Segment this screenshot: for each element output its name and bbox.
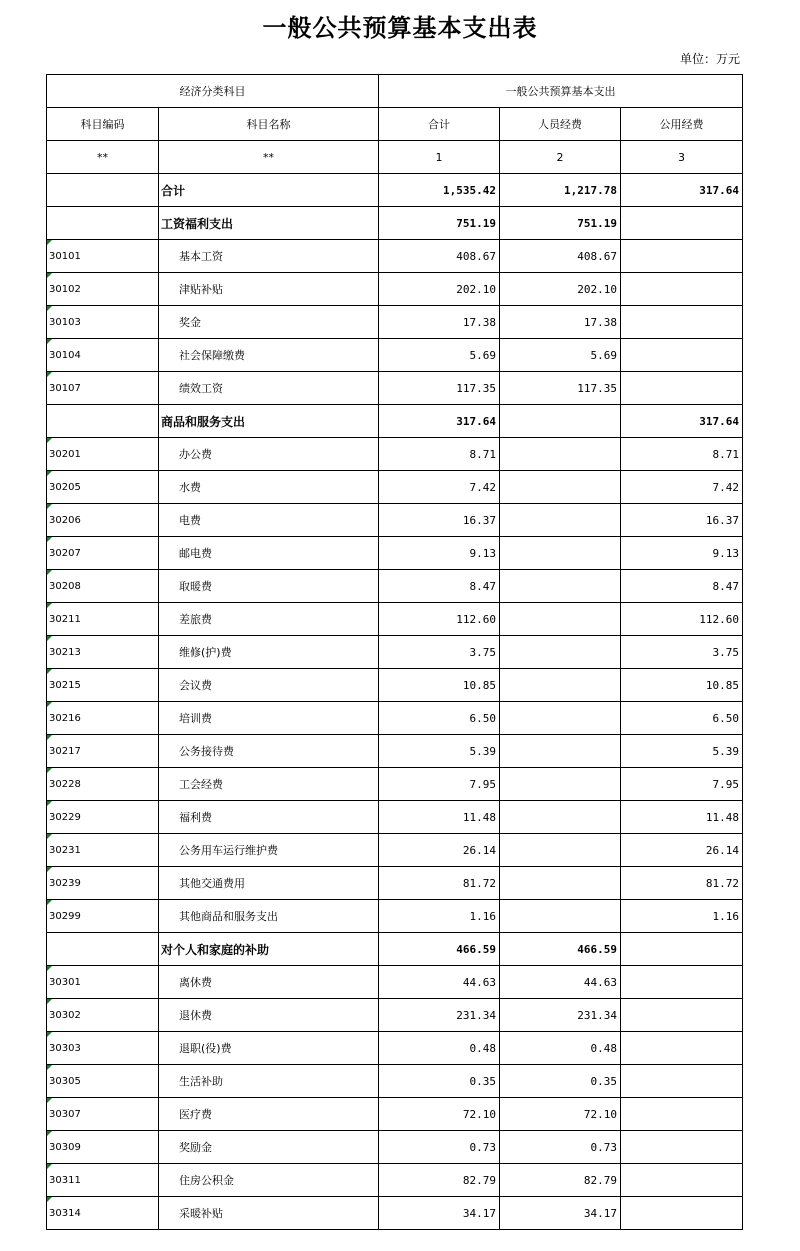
cell-total: 231.34 [379, 999, 500, 1032]
cell-name: 合计 [159, 174, 379, 207]
cell-code [47, 603, 159, 636]
code-text: 30299 [49, 910, 81, 922]
cell-public: 317.64 [621, 174, 743, 207]
cell-personnel [500, 801, 621, 834]
code-text: 30207 [49, 547, 81, 559]
cell-public: 11.48 [621, 801, 743, 834]
cell-flag-icon [47, 735, 52, 740]
cell-flag-icon [47, 900, 52, 905]
cell-public: 1.16 [621, 900, 743, 933]
cell-total: 0.35 [379, 1065, 500, 1098]
cell-flag-icon [47, 537, 52, 542]
cell-code [47, 1065, 159, 1098]
cell-name: 电费 [159, 504, 379, 537]
cell-personnel: 72.10 [500, 1098, 621, 1131]
cell-flag-icon [47, 273, 52, 278]
cell-total: 3.75 [379, 636, 500, 669]
code-text: 30301 [49, 976, 81, 988]
cell-public: 3.75 [621, 636, 743, 669]
cell-code [47, 1197, 159, 1230]
cell-total: 408.67 [379, 240, 500, 273]
cell-total: 5.69 [379, 339, 500, 372]
cell-public [621, 1197, 743, 1230]
cell-personnel [500, 702, 621, 735]
header-code-marker: ** [47, 141, 159, 174]
table-row [47, 306, 743, 339]
table-row [47, 174, 743, 207]
header-row-1 [47, 75, 743, 108]
cell-name: 退职(役)费 [159, 1032, 379, 1065]
table-row [47, 702, 743, 735]
cell-name: 奖励金 [159, 1131, 379, 1164]
cell-personnel: 0.35 [500, 1065, 621, 1098]
header-col-public-no: 3 [621, 141, 743, 174]
cell-total: 5.39 [379, 735, 500, 768]
cell-name: 对个人和家庭的补助 [159, 933, 379, 966]
table-row [47, 1164, 743, 1197]
cell-public [621, 339, 743, 372]
cell-personnel [500, 504, 621, 537]
cell-name: 采暖补贴 [159, 1197, 379, 1230]
cell-name: 工资福利支出 [159, 207, 379, 240]
cell-total: 0.48 [379, 1032, 500, 1065]
cell-name: 工会经费 [159, 768, 379, 801]
cell-public [621, 1131, 743, 1164]
cell-code [47, 372, 159, 405]
cell-total: 8.47 [379, 570, 500, 603]
cell-total: 44.63 [379, 966, 500, 999]
header-row-2 [47, 108, 743, 141]
cell-code [47, 405, 159, 438]
cell-total: 466.59 [379, 933, 500, 966]
cell-flag-icon [47, 669, 52, 674]
cell-public [621, 966, 743, 999]
cell-flag-icon [47, 999, 52, 1004]
code-text: 30216 [49, 712, 81, 724]
cell-code [47, 1032, 159, 1065]
code-text: 30217 [49, 745, 81, 757]
cell-total: 16.37 [379, 504, 500, 537]
table-row [47, 1032, 743, 1065]
code-text: 30307 [49, 1108, 81, 1120]
cell-name: 取暖费 [159, 570, 379, 603]
cell-code [47, 471, 159, 504]
code-text: 30206 [49, 514, 81, 526]
cell-total: 202.10 [379, 273, 500, 306]
code-text: 30211 [49, 613, 81, 625]
cell-personnel [500, 570, 621, 603]
table-row [47, 537, 743, 570]
table-row [47, 438, 743, 471]
cell-name: 社会保障缴费 [159, 339, 379, 372]
cell-code [47, 207, 159, 240]
code-text: 30309 [49, 1141, 81, 1153]
cell-personnel [500, 471, 621, 504]
cell-name: 医疗费 [159, 1098, 379, 1131]
cell-public: 5.39 [621, 735, 743, 768]
table-row [47, 735, 743, 768]
cell-public: 10.85 [621, 669, 743, 702]
cell-flag-icon [47, 1065, 52, 1070]
cell-code [47, 900, 159, 933]
expenditure-table [46, 74, 743, 1230]
cell-personnel: 82.79 [500, 1164, 621, 1197]
cell-total: 10.85 [379, 669, 500, 702]
cell-personnel: 1,217.78 [500, 174, 621, 207]
cell-code [47, 174, 159, 207]
table-row [47, 768, 743, 801]
cell-code [47, 339, 159, 372]
code-text: 30201 [49, 448, 81, 460]
cell-public [621, 933, 743, 966]
table-row [47, 1131, 743, 1164]
cell-personnel: 466.59 [500, 933, 621, 966]
cell-code [47, 273, 159, 306]
table-row [47, 471, 743, 504]
cell-total: 26.14 [379, 834, 500, 867]
cell-code [47, 999, 159, 1032]
cell-flag-icon [47, 1164, 52, 1169]
cell-name: 办公费 [159, 438, 379, 471]
cell-flag-icon [47, 768, 52, 773]
cell-name: 差旅费 [159, 603, 379, 636]
cell-personnel [500, 537, 621, 570]
cell-personnel: 34.17 [500, 1197, 621, 1230]
cell-total: 9.13 [379, 537, 500, 570]
cell-flag-icon [47, 372, 52, 377]
cell-code [47, 966, 159, 999]
cell-personnel: 117.35 [500, 372, 621, 405]
cell-personnel: 231.34 [500, 999, 621, 1032]
cell-public [621, 207, 743, 240]
table-row [47, 669, 743, 702]
table-row [47, 801, 743, 834]
header-economic-classification: 经济分类科目 [47, 75, 379, 108]
cell-public [621, 372, 743, 405]
cell-code [47, 669, 159, 702]
cell-name: 津贴补贴 [159, 273, 379, 306]
code-text: 30213 [49, 646, 81, 658]
cell-flag-icon [47, 504, 52, 509]
code-text: 30302 [49, 1009, 81, 1021]
code-text: 30208 [49, 580, 81, 592]
cell-personnel [500, 735, 621, 768]
cell-name: 奖金 [159, 306, 379, 339]
header-row-3 [47, 141, 743, 174]
cell-public: 9.13 [621, 537, 743, 570]
code-text: 30102 [49, 283, 81, 295]
cell-total: 7.95 [379, 768, 500, 801]
header-col-total-no: 1 [379, 141, 500, 174]
cell-name: 基本工资 [159, 240, 379, 273]
cell-name: 邮电费 [159, 537, 379, 570]
cell-total: 6.50 [379, 702, 500, 735]
cell-flag-icon [47, 867, 52, 872]
cell-personnel: 408.67 [500, 240, 621, 273]
table-row [47, 240, 743, 273]
cell-personnel: 751.19 [500, 207, 621, 240]
table-row [47, 207, 743, 240]
cell-name: 绩效工资 [159, 372, 379, 405]
cell-public: 6.50 [621, 702, 743, 735]
cell-flag-icon [47, 1131, 52, 1136]
cell-public: 81.72 [621, 867, 743, 900]
code-text: 30101 [49, 250, 81, 262]
table-row [47, 570, 743, 603]
code-text: 30107 [49, 382, 81, 394]
cell-flag-icon [47, 636, 52, 641]
cell-total: 17.38 [379, 306, 500, 339]
code-text: 30231 [49, 844, 81, 856]
table-row [47, 1197, 743, 1230]
cell-name: 商品和服务支出 [159, 405, 379, 438]
cell-code [47, 1164, 159, 1197]
cell-flag-icon [47, 1197, 52, 1202]
header-col-personnel-no: 2 [500, 141, 621, 174]
cell-personnel [500, 768, 621, 801]
cell-public: 8.47 [621, 570, 743, 603]
cell-name: 会议费 [159, 669, 379, 702]
cell-flag-icon [47, 306, 52, 311]
cell-name: 其他商品和服务支出 [159, 900, 379, 933]
cell-total: 1.16 [379, 900, 500, 933]
cell-personnel: 17.38 [500, 306, 621, 339]
cell-flag-icon [47, 834, 52, 839]
cell-flag-icon [47, 240, 52, 245]
table-row [47, 999, 743, 1032]
page-title: 一般公共预算基本支出表 [262, 13, 538, 42]
cell-total: 72.10 [379, 1098, 500, 1131]
header-personnel: 人员经费 [500, 108, 621, 141]
cell-code [47, 702, 159, 735]
cell-public [621, 1065, 743, 1098]
cell-public: 317.64 [621, 405, 743, 438]
cell-code [47, 306, 159, 339]
cell-code [47, 570, 159, 603]
cell-personnel: 0.48 [500, 1032, 621, 1065]
cell-flag-icon [47, 339, 52, 344]
cell-name: 培训费 [159, 702, 379, 735]
code-text: 30215 [49, 679, 81, 691]
cell-code [47, 834, 159, 867]
code-text: 30239 [49, 877, 81, 889]
cell-flag-icon [47, 1098, 52, 1103]
header-budget-expenditure: 一般公共预算基本支出 [379, 75, 743, 108]
table-row [47, 603, 743, 636]
table-row [47, 1065, 743, 1098]
code-text: 30311 [49, 1174, 81, 1186]
code-text: 30104 [49, 349, 81, 361]
header-name: 科目名称 [159, 108, 379, 141]
cell-personnel [500, 603, 621, 636]
cell-total: 751.19 [379, 207, 500, 240]
cell-code [47, 1131, 159, 1164]
cell-code [47, 801, 159, 834]
cell-flag-icon [47, 966, 52, 971]
cell-total: 8.71 [379, 438, 500, 471]
cell-personnel: 0.73 [500, 1131, 621, 1164]
cell-name: 生活补助 [159, 1065, 379, 1098]
table-row [47, 966, 743, 999]
table-row [47, 867, 743, 900]
cell-personnel: 202.10 [500, 273, 621, 306]
cell-personnel [500, 867, 621, 900]
cell-flag-icon [47, 471, 52, 476]
table-row [47, 1098, 743, 1131]
cell-personnel [500, 438, 621, 471]
table-row [47, 405, 743, 438]
cell-flag-icon [47, 438, 52, 443]
table-body [47, 75, 743, 1230]
cell-code [47, 735, 159, 768]
cell-total: 81.72 [379, 867, 500, 900]
cell-total: 317.64 [379, 405, 500, 438]
cell-personnel: 5.69 [500, 339, 621, 372]
cell-flag-icon [47, 801, 52, 806]
cell-public: 16.37 [621, 504, 743, 537]
cell-personnel [500, 636, 621, 669]
header-code: 科目编码 [47, 108, 159, 141]
cell-public: 7.95 [621, 768, 743, 801]
table-row [47, 900, 743, 933]
unit-label: 单位：万元 [679, 52, 740, 66]
table-row [47, 372, 743, 405]
table-row [47, 636, 743, 669]
cell-code [47, 438, 159, 471]
cell-total: 34.17 [379, 1197, 500, 1230]
code-text: 30229 [49, 811, 81, 823]
cell-flag-icon [47, 702, 52, 707]
cell-public: 8.71 [621, 438, 743, 471]
cell-name: 退休费 [159, 999, 379, 1032]
cell-personnel [500, 900, 621, 933]
table-row [47, 339, 743, 372]
cell-public: 26.14 [621, 834, 743, 867]
table-row [47, 834, 743, 867]
table-row [47, 933, 743, 966]
code-text: 30305 [49, 1075, 81, 1087]
code-text: 30303 [49, 1042, 81, 1054]
cell-public: 112.60 [621, 603, 743, 636]
cell-public [621, 999, 743, 1032]
cell-personnel: 44.63 [500, 966, 621, 999]
cell-total: 82.79 [379, 1164, 500, 1197]
cell-flag-icon [47, 1032, 52, 1037]
cell-name: 维修(护)费 [159, 636, 379, 669]
cell-name: 其他交通费用 [159, 867, 379, 900]
code-text: 30314 [49, 1207, 81, 1219]
cell-code [47, 504, 159, 537]
cell-public [621, 273, 743, 306]
cell-code [47, 768, 159, 801]
cell-public [621, 1032, 743, 1065]
cell-name: 离休费 [159, 966, 379, 999]
code-text: 30228 [49, 778, 81, 790]
cell-code [47, 537, 159, 570]
cell-public [621, 240, 743, 273]
cell-personnel [500, 669, 621, 702]
code-text: 30205 [49, 481, 81, 493]
cell-total: 112.60 [379, 603, 500, 636]
cell-name: 福利费 [159, 801, 379, 834]
cell-name: 住房公积金 [159, 1164, 379, 1197]
cell-personnel [500, 405, 621, 438]
cell-code [47, 933, 159, 966]
cell-flag-icon [47, 570, 52, 575]
cell-name: 公务用车运行维护费 [159, 834, 379, 867]
cell-public [621, 306, 743, 339]
cell-name: 水费 [159, 471, 379, 504]
cell-total: 11.48 [379, 801, 500, 834]
cell-public: 7.42 [621, 471, 743, 504]
header-name-marker: ** [159, 141, 379, 174]
cell-personnel [500, 834, 621, 867]
table-row [47, 504, 743, 537]
cell-flag-icon [47, 603, 52, 608]
cell-public [621, 1164, 743, 1197]
cell-code [47, 867, 159, 900]
table-row [47, 273, 743, 306]
cell-public [621, 1098, 743, 1131]
header-public: 公用经费 [621, 108, 743, 141]
cell-name: 公务接待费 [159, 735, 379, 768]
cell-total: 117.35 [379, 372, 500, 405]
cell-total: 1,535.42 [379, 174, 500, 207]
cell-code [47, 240, 159, 273]
cell-total: 7.42 [379, 471, 500, 504]
cell-code [47, 636, 159, 669]
cell-code [47, 1098, 159, 1131]
cell-total: 0.73 [379, 1131, 500, 1164]
header-total: 合计 [379, 108, 500, 141]
code-text: 30103 [49, 316, 81, 328]
